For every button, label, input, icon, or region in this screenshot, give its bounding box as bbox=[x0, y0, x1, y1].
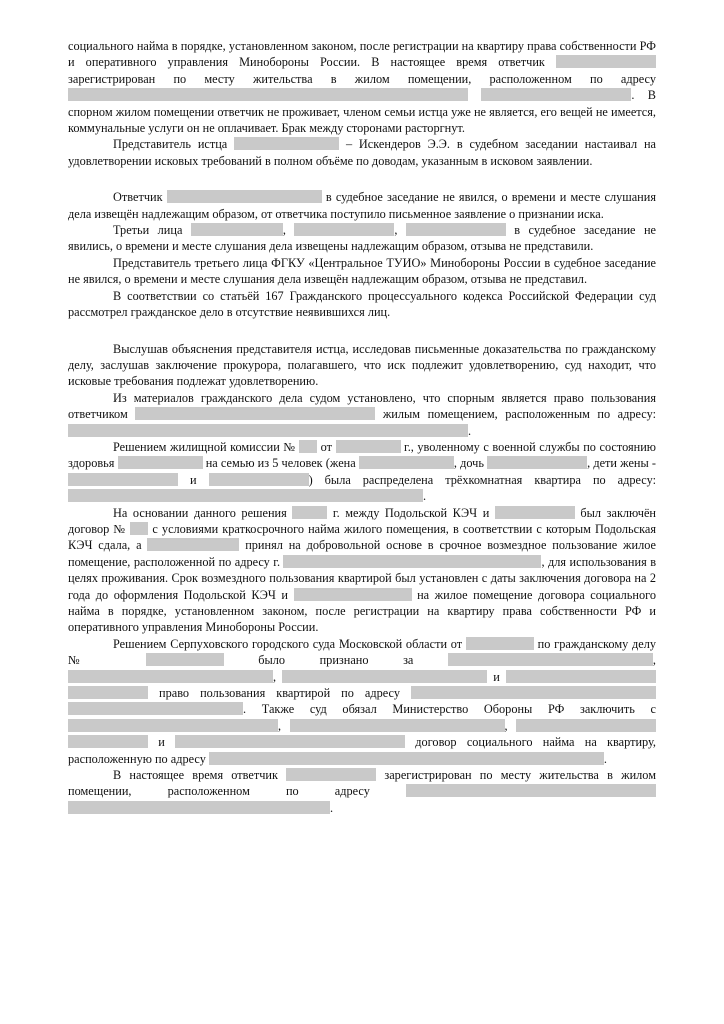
paragraph bbox=[68, 38, 656, 136]
paragraph-text: На основании данного решения bbox=[113, 505, 293, 520]
paragraph-spacer bbox=[68, 169, 656, 189]
paragraph-text: . bbox=[468, 423, 472, 438]
redaction-block bbox=[167, 190, 322, 203]
redaction-block bbox=[68, 735, 148, 748]
redaction-block bbox=[234, 137, 339, 150]
redaction-block bbox=[294, 588, 412, 601]
paragraph-text: г., уволенному с военной службы по состоянию здоровья bbox=[68, 439, 656, 471]
redaction-block bbox=[299, 440, 317, 453]
paragraph-text: Решением Серпуховского городского суда Московской области от bbox=[113, 636, 466, 651]
redaction-block bbox=[466, 637, 534, 650]
redaction-block bbox=[68, 702, 243, 715]
paragraph-text: В настоящее время ответчик bbox=[113, 768, 287, 783]
redaction-block bbox=[448, 653, 653, 666]
paragraph-text: . Также суд обязал Министерство Обороны РФ заключить с bbox=[243, 702, 656, 717]
paragraph bbox=[68, 255, 656, 288]
redaction-block bbox=[294, 223, 394, 236]
paragraph-text: было признано за bbox=[223, 653, 448, 668]
redaction-block bbox=[130, 522, 148, 535]
paragraph-text: по гражданскому делу № bbox=[68, 636, 657, 668]
redaction-block bbox=[411, 686, 656, 699]
paragraph-text: – Искендеров Э.Э. в судебном заседании настаивал на удовлетворении исковых требований в полном объёме по доводам, указанным в исковом заявлении. bbox=[68, 137, 656, 168]
redaction-block bbox=[68, 719, 278, 732]
redaction-block bbox=[146, 653, 224, 666]
redaction-block bbox=[135, 407, 375, 420]
paragraph-text: право пользования квартирой по адресу bbox=[148, 686, 411, 701]
paragraph bbox=[68, 136, 656, 169]
paragraph-text: и bbox=[487, 669, 506, 684]
redaction-block bbox=[175, 735, 405, 748]
redaction-block bbox=[118, 456, 203, 469]
paragraph-spacer bbox=[68, 321, 656, 341]
paragraph-text: . bbox=[423, 489, 427, 504]
document-page bbox=[68, 38, 656, 816]
paragraph bbox=[68, 390, 656, 439]
paragraph-text: был заключён договор № bbox=[68, 505, 656, 536]
paragraph-text: принял на добровольной основе в срочное возмездное пользование жилое помещение, расположенной по адресу г. bbox=[68, 538, 657, 569]
paragraph-text: Третьи лица bbox=[113, 223, 191, 238]
paragraph-text: Выслушав объяснения представителя истца, исследовав письменные доказательства по гражданскому делу, заслушав заключение прокурора, полагавшего, что иск подлежит удовлетворению, суд находит, что исковые требования подлежат удовлетворению. bbox=[68, 341, 656, 389]
redaction-block bbox=[290, 719, 505, 732]
paragraph bbox=[68, 341, 656, 390]
redaction-block bbox=[68, 473, 178, 486]
paragraph-text: Ответчик bbox=[113, 190, 167, 205]
paragraph-text: В соответствии со статьёй 167 Гражданского процессуального кодекса Российской Федерации суд рассмотрел гражданское дело в отсутствие неявившихся лиц. bbox=[68, 288, 656, 320]
redaction-block bbox=[147, 538, 239, 551]
paragraph bbox=[68, 636, 656, 767]
redaction-block bbox=[191, 223, 283, 236]
paragraph-text: Представитель третьего лица ФГКУ «Центральное ТУИО» Минобороны России в судебное заседание не явился, о времени и месте слушания дела извещён надлежащим образом, отзыва не представил. bbox=[68, 255, 656, 287]
paragraph-text: г. между Подольской КЭЧ и bbox=[327, 505, 495, 520]
paragraph-text: , bbox=[273, 669, 283, 684]
paragraph-text: договор социального найма на квартиру, расположенную по адресу bbox=[68, 735, 656, 766]
paragraph bbox=[68, 189, 656, 222]
paragraph bbox=[68, 439, 656, 505]
paragraph-text: . bbox=[603, 751, 607, 766]
redaction-block bbox=[506, 670, 656, 683]
paragraph-text: от bbox=[317, 439, 336, 454]
paragraph-text: зарегистрирован по месту жительства в жилом помещении, расположенном по адресу bbox=[68, 71, 656, 86]
paragraph-text: , дети жены - bbox=[587, 456, 657, 471]
paragraph-text: Из материалов гражданского дела судом установлено, что спорным является право пользования ответчиком bbox=[68, 390, 656, 422]
paragraph-text: . bbox=[330, 800, 334, 815]
paragraph-text: в судебное заседание не явились, о времени и месте слушания дела извещены надлежащим образом, отзыва не представили. bbox=[68, 223, 656, 254]
redaction-block bbox=[556, 55, 656, 68]
redaction-block bbox=[283, 555, 541, 568]
redaction-block bbox=[68, 88, 468, 101]
paragraph-text: , bbox=[394, 223, 406, 238]
paragraph-text: с условиями краткосрочного найма жилого помещения, в соответствии с которым Подольская КЭЧ сдала, а bbox=[68, 521, 656, 553]
redaction-block bbox=[336, 440, 401, 453]
paragraph bbox=[68, 288, 656, 321]
redaction-block bbox=[68, 801, 330, 814]
paragraph-text: социального найма в порядке, установленном законом, после регистрации на квартиру права собственности РФ и оперативного управления Минобороны России. В настоящее время ответчик bbox=[68, 39, 656, 70]
paragraph-text: , bbox=[504, 718, 516, 733]
paragraph-text: Представитель истца bbox=[113, 137, 235, 152]
redaction-block bbox=[292, 506, 327, 519]
paragraph-text: . В спорном жилом помещении ответчик не проживает, членом семьи истца уже не является, его вещей не имеется, коммунальные услуги он не оплачивает. Брак между сторонами расторгнут. bbox=[68, 88, 656, 136]
redaction-block bbox=[406, 223, 506, 236]
redaction-block bbox=[209, 752, 604, 765]
paragraph-text: ) была распределена трёхкомнатная квартира по адресу: bbox=[308, 472, 656, 487]
paragraph-text: , для использования в целях проживания. Срок возмездного пользования квартирой был установлен с даты заключения договора на 2 года до оформления Подольской КЭЧ и bbox=[68, 554, 656, 602]
paragraph-text: и bbox=[148, 735, 176, 750]
redaction-block bbox=[68, 424, 468, 437]
paragraph-text: в судебное заседание не явился, о времени и месте слушания дела извещён надлежащим образом, от ответчика поступило письменное заявление о признании иска. bbox=[68, 190, 656, 221]
paragraph-text: , bbox=[652, 653, 656, 668]
paragraph-text: , bbox=[282, 223, 295, 238]
paragraph-text: и bbox=[178, 472, 209, 487]
redaction-block bbox=[359, 456, 454, 469]
redaction-block bbox=[495, 506, 575, 519]
paragraph-text: на семью из 5 человек (жена bbox=[202, 456, 359, 471]
paragraph-text bbox=[468, 88, 481, 102]
redaction-block bbox=[516, 719, 656, 732]
paragraph-text: , дочь bbox=[453, 456, 488, 471]
redaction-block bbox=[487, 456, 587, 469]
paragraph-text: на жилое помещение договора социального найма в порядке, установленном законом, после регистрации на квартиру права собственности РФ и оперативного управления Минобороны России. bbox=[68, 587, 656, 635]
redaction-block bbox=[282, 670, 487, 683]
redaction-block bbox=[209, 473, 309, 486]
redaction-block bbox=[68, 686, 148, 699]
paragraph-text: , bbox=[278, 718, 290, 733]
redaction-block bbox=[286, 768, 376, 781]
paragraph-text: Решением жилищной комиссии № bbox=[113, 439, 300, 454]
paragraph bbox=[68, 505, 656, 636]
redaction-block bbox=[406, 784, 656, 797]
redaction-block bbox=[68, 489, 423, 502]
paragraph-text: зарегистрирован по месту жительства в жилом помещении, расположенном по адресу bbox=[68, 768, 656, 799]
paragraph bbox=[68, 767, 656, 816]
paragraph bbox=[68, 222, 656, 255]
redaction-block bbox=[68, 670, 273, 683]
paragraph-text: жилым помещением, расположенным по адресу: bbox=[375, 407, 656, 422]
redaction-block bbox=[481, 88, 631, 101]
